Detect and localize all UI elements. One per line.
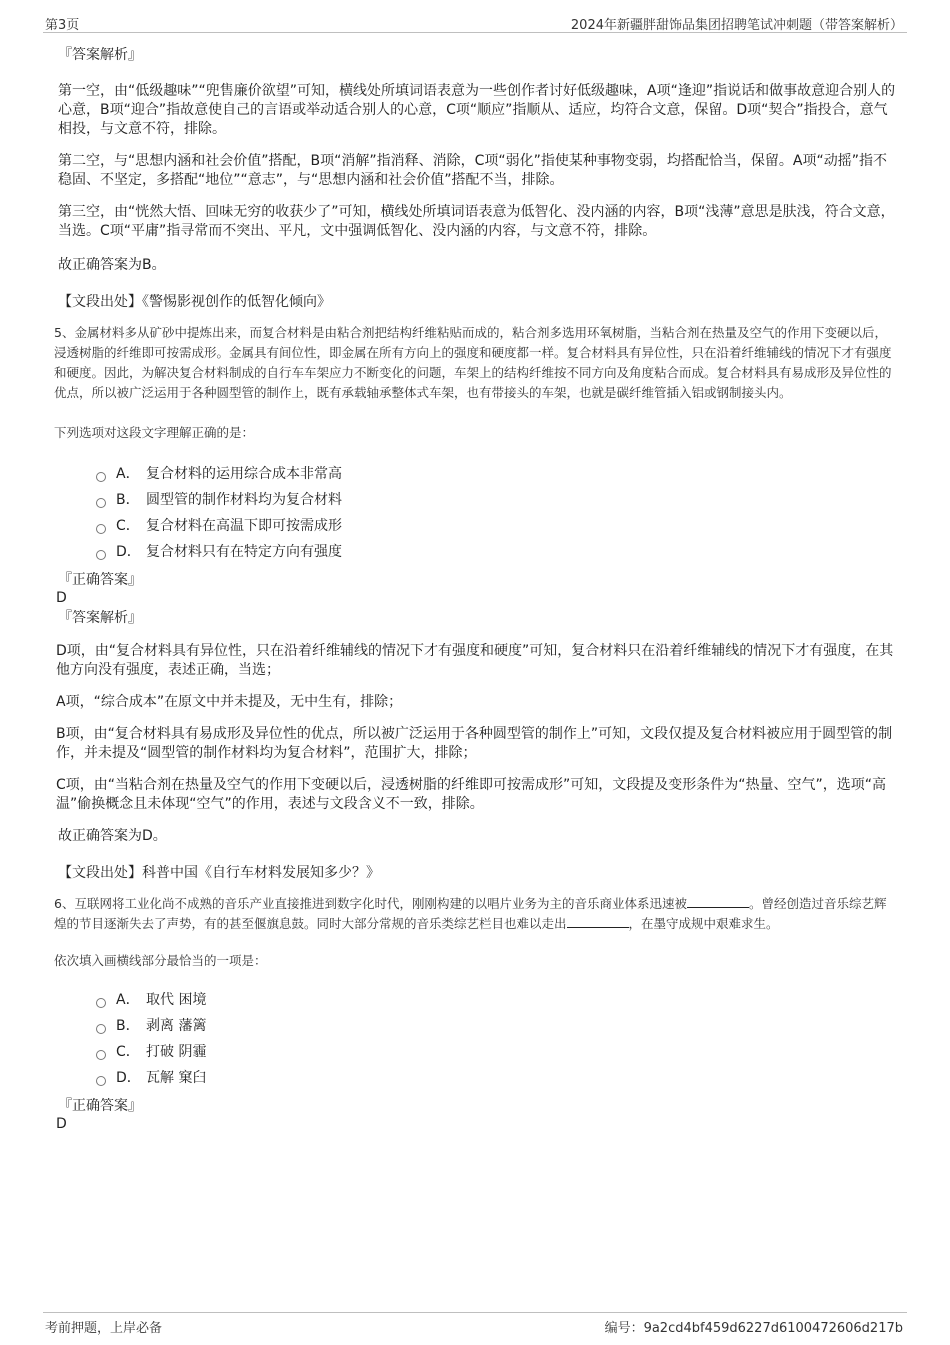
footer-slogan: 考前押题，上岸必备 bbox=[45, 1321, 163, 1336]
option-letter: B． bbox=[116, 492, 140, 508]
option-c[interactable] bbox=[96, 513, 898, 539]
radio-icon[interactable] bbox=[96, 472, 106, 482]
option-text: 剥离 藩篱 bbox=[146, 1018, 207, 1034]
option-text: 瓦解 窠臼 bbox=[146, 1070, 207, 1086]
radio-icon[interactable] bbox=[96, 1050, 106, 1060]
option-letter: C． bbox=[116, 1044, 140, 1060]
radio-icon[interactable] bbox=[96, 550, 106, 560]
option-a[interactable] bbox=[96, 461, 898, 487]
question-stem: 5、金属材料多从矿砂中提炼出来，而复合材料是由粘合剂把结构纤维粘贴而成的，粘合剂多选用环氧树脂，当粘合剂在热量及空气的作用下变硬以后，浸透树脂的纤维即可按需成形。金属具有间位性，即金属在所有方向上的强度和硬度都一样。复合材料具有异位性，只在沿着纤维辅线的情况下才有强度和硬度。因此，为解决复合材料制成的自行车车架应力不断变化的问题，车架上的结构纤维按不同方向及角度粘合而成。复合材料具有易成形及异位性的优点，所以被广泛运用于各种圆型管的制作上，既有承载轴承整体式车架，也有带接头的车架，也就是碳纤维管插入铝或钢制接头内。 bbox=[54, 325, 892, 400]
analysis-paragraph: 第二空，与“思想内涵和社会价值”搭配，B项“消解”指消释、消除，C项“弱化”指使某种事物变弱，均搭配恰当，保留。A项“动摇”指不稳固、不坚定，多搭配“地位”“意志”，与“思想内涵和社会价值”搭配不当，排除。 bbox=[58, 153, 887, 188]
analysis-conclusion: 故正确答案为D。 bbox=[58, 828, 167, 844]
analysis-paragraph: A项，“综合成本”在原文中并未提及，无中生有，排除； bbox=[56, 694, 403, 710]
option-text: 圆型管的制作材料均为复合材料 bbox=[146, 492, 342, 508]
option-letter: A． bbox=[116, 992, 140, 1008]
radio-icon[interactable] bbox=[96, 998, 106, 1008]
option-text: 复合材料只有在特定方向有强度 bbox=[146, 544, 342, 560]
option-letter: D． bbox=[116, 1070, 141, 1086]
radio-icon[interactable] bbox=[96, 1076, 106, 1086]
analysis-paragraph: C项，由“当粘合剂在热量及空气的作用下变硬以后，浸透树脂的纤维即可按需成形”可知，文段提及变形条件为“热量、空气”，选项“高温”偷换概念且未体现“空气”的作用，表述与文段含义不一致，排除。 bbox=[56, 777, 887, 812]
correct-answer-label: 『正确答案』 bbox=[58, 1098, 142, 1114]
correct-answer: D bbox=[56, 1116, 67, 1132]
analysis-paragraph: D项，由“复合材料具有异位性，只在沿着纤维辅线的情况下才有强度和硬度”可知，复合材料只在沿着纤维辅线的情况下才有强度，在其他方向没有强度，表述正确，当选； bbox=[56, 643, 894, 678]
option-text: 打破 阴霾 bbox=[146, 1044, 207, 1060]
question-prompt: 依次填入画横线部分最恰当的一项是： bbox=[54, 953, 267, 968]
radio-icon[interactable] bbox=[96, 498, 106, 508]
stem-text: ，在墨守成规中艰难求生。 bbox=[628, 916, 779, 931]
analysis-label: 『答案解析』 bbox=[58, 47, 142, 63]
option-letter: C． bbox=[116, 518, 140, 534]
fill-blank bbox=[687, 895, 749, 908]
radio-icon[interactable] bbox=[96, 524, 106, 534]
analysis-label: 『答案解析』 bbox=[58, 610, 142, 626]
stem-text: 。曾经创造过音乐综艺辉煌的节目逐渐失去了声势，有的甚至偃旗息鼓。同时大部分常规的音乐类综艺栏目也难以走出 bbox=[54, 896, 887, 931]
option-list bbox=[96, 987, 898, 1091]
analysis-paragraph: B项，由“复合材料具有易成形及异位性的优点，所以被广泛运用于各种圆型管的制作上”可知，文段仅提及复合材料被应用于圆型管的制作，并未提及“圆型管的制作材料均为复合材料”，范围扩大，排除； bbox=[56, 726, 893, 761]
option-letter: D． bbox=[116, 544, 141, 560]
option-b[interactable] bbox=[96, 1013, 898, 1039]
option-text: 复合材料的运用综合成本非常高 bbox=[146, 466, 342, 482]
page-header bbox=[43, 10, 907, 33]
question-prompt: 下列选项对这段文字理解正确的是： bbox=[54, 425, 255, 440]
page-number: 第3页 bbox=[45, 18, 80, 33]
stem-text: 6、互联网将工业化尚不成熟的音乐产业直接推进到数字化时代，刚刚构建的以唱片业务为主的音乐商业体系迅速被 bbox=[54, 896, 687, 911]
page-content bbox=[54, 40, 898, 1133]
option-d[interactable] bbox=[96, 1065, 898, 1091]
document-title: 2024年新疆胖甜饰品集团招聘笔试冲刺题（带答案解析） bbox=[570, 18, 903, 33]
option-a[interactable] bbox=[96, 987, 898, 1013]
analysis-conclusion: 故正确答案为B。 bbox=[58, 257, 166, 273]
page-footer bbox=[43, 1312, 907, 1337]
correct-answer: D bbox=[56, 590, 67, 606]
option-text: 复合材料在高温下即可按需成形 bbox=[146, 518, 342, 534]
question-stem bbox=[54, 894, 898, 934]
document-id: 编号：9a2cd4bf459d6227d6100472606d217b bbox=[604, 1321, 903, 1336]
correct-answer-label: 『正确答案』 bbox=[58, 572, 142, 588]
option-c[interactable] bbox=[96, 1039, 898, 1065]
fill-blank bbox=[567, 915, 629, 928]
option-text: 取代 困境 bbox=[146, 992, 207, 1008]
analysis-paragraph: 第一空，由“低级趣味”“兜售廉价欲望”可知，横线处所填词语表意为一些创作者讨好低级趣味，A项“逢迎”指说话和做事故意迎合别人的心意，B项“迎合”指故意使自己的言语或举动适合别人的心意，C项“顺应”指顺从、适应，均符合文意，保留。D项“契合”指投合，意气相投，与文意不符，排除。 bbox=[58, 83, 896, 137]
option-list bbox=[96, 461, 898, 565]
option-letter: A． bbox=[116, 466, 140, 482]
analysis-paragraph: 第三空，由“恍然大悟、回味无穷的收获少了”可知，横线处所填词语表意为低智化、没内涵的内容，B项“浅薄”意思是肤浅，符合文意，当选。C项“平庸”指寻常而不突出、平凡，文中强调低智化、没内涵的内容，与文意不符，排除。 bbox=[58, 204, 895, 239]
option-d[interactable] bbox=[96, 539, 898, 565]
option-b[interactable] bbox=[96, 487, 898, 513]
option-letter: B． bbox=[116, 1018, 140, 1034]
radio-icon[interactable] bbox=[96, 1024, 106, 1034]
passage-source: 【文段出处】科普中国《自行车材料发展知多少？》 bbox=[58, 865, 380, 881]
passage-source: 【文段出处】《警惕影视创作的低智化倾向》 bbox=[58, 294, 331, 310]
